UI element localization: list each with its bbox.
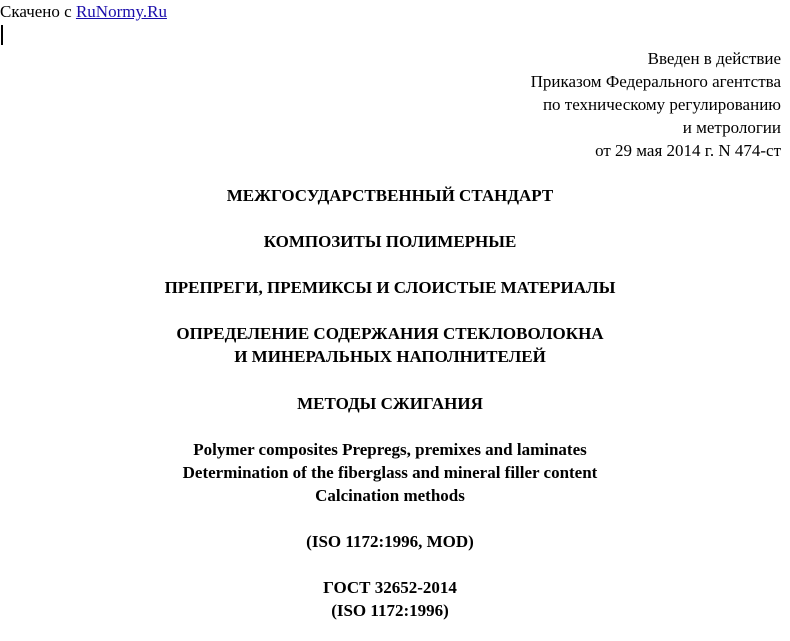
enactment-line: по техническому регулированию xyxy=(542,95,781,114)
runormy-link[interactable]: RuNormy.Ru xyxy=(75,2,167,21)
iso-number: (ISO 1172:1996) xyxy=(331,601,449,620)
standard-type-heading: МЕЖГОСУДАРСТВЕННЫЙ СТАНДАРТ xyxy=(226,186,554,205)
enactment-line: от 29 мая 2014 г. N 474-ст xyxy=(595,141,781,160)
gost-number: ГОСТ 32652-2014 xyxy=(323,578,457,597)
english-title-line1: Polymer composites Prepregs, premixes and laminates xyxy=(193,440,587,459)
title-determination-line1: ОПРЕДЕЛЕНИЕ СОДЕРЖАНИЯ СТЕКЛОВОЛОКНА xyxy=(176,324,604,343)
source-line xyxy=(0,2,167,22)
enactment-note xyxy=(531,47,781,162)
source-prefix: Скачено с xyxy=(0,2,76,21)
english-title-line3: Calcination methods xyxy=(315,486,465,505)
english-title-line2: Determination of the fiberglass and mineral filler content xyxy=(182,463,598,482)
title-methods: МЕТОДЫ СЖИГАНИЯ xyxy=(297,394,483,413)
title-composites: КОМПОЗИТЫ ПОЛИМЕРНЫЕ xyxy=(263,232,517,251)
iso-reference: (ISO 1172:1996, MOD) xyxy=(306,532,474,551)
enactment-line: и метрологии xyxy=(682,118,781,137)
title-prepregs: ПРЕПРЕГИ, ПРЕМИКСЫ И СЛОИСТЫЕ МАТЕРИАЛЫ xyxy=(164,278,616,297)
enactment-line: Введен в действие xyxy=(647,49,781,68)
enactment-line: Приказом Федерального агентства xyxy=(530,72,781,91)
text-cursor xyxy=(1,25,3,45)
title-determination-line2: И МИНЕРАЛЬНЫХ НАПОЛНИТЕЛЕЙ xyxy=(234,347,546,366)
